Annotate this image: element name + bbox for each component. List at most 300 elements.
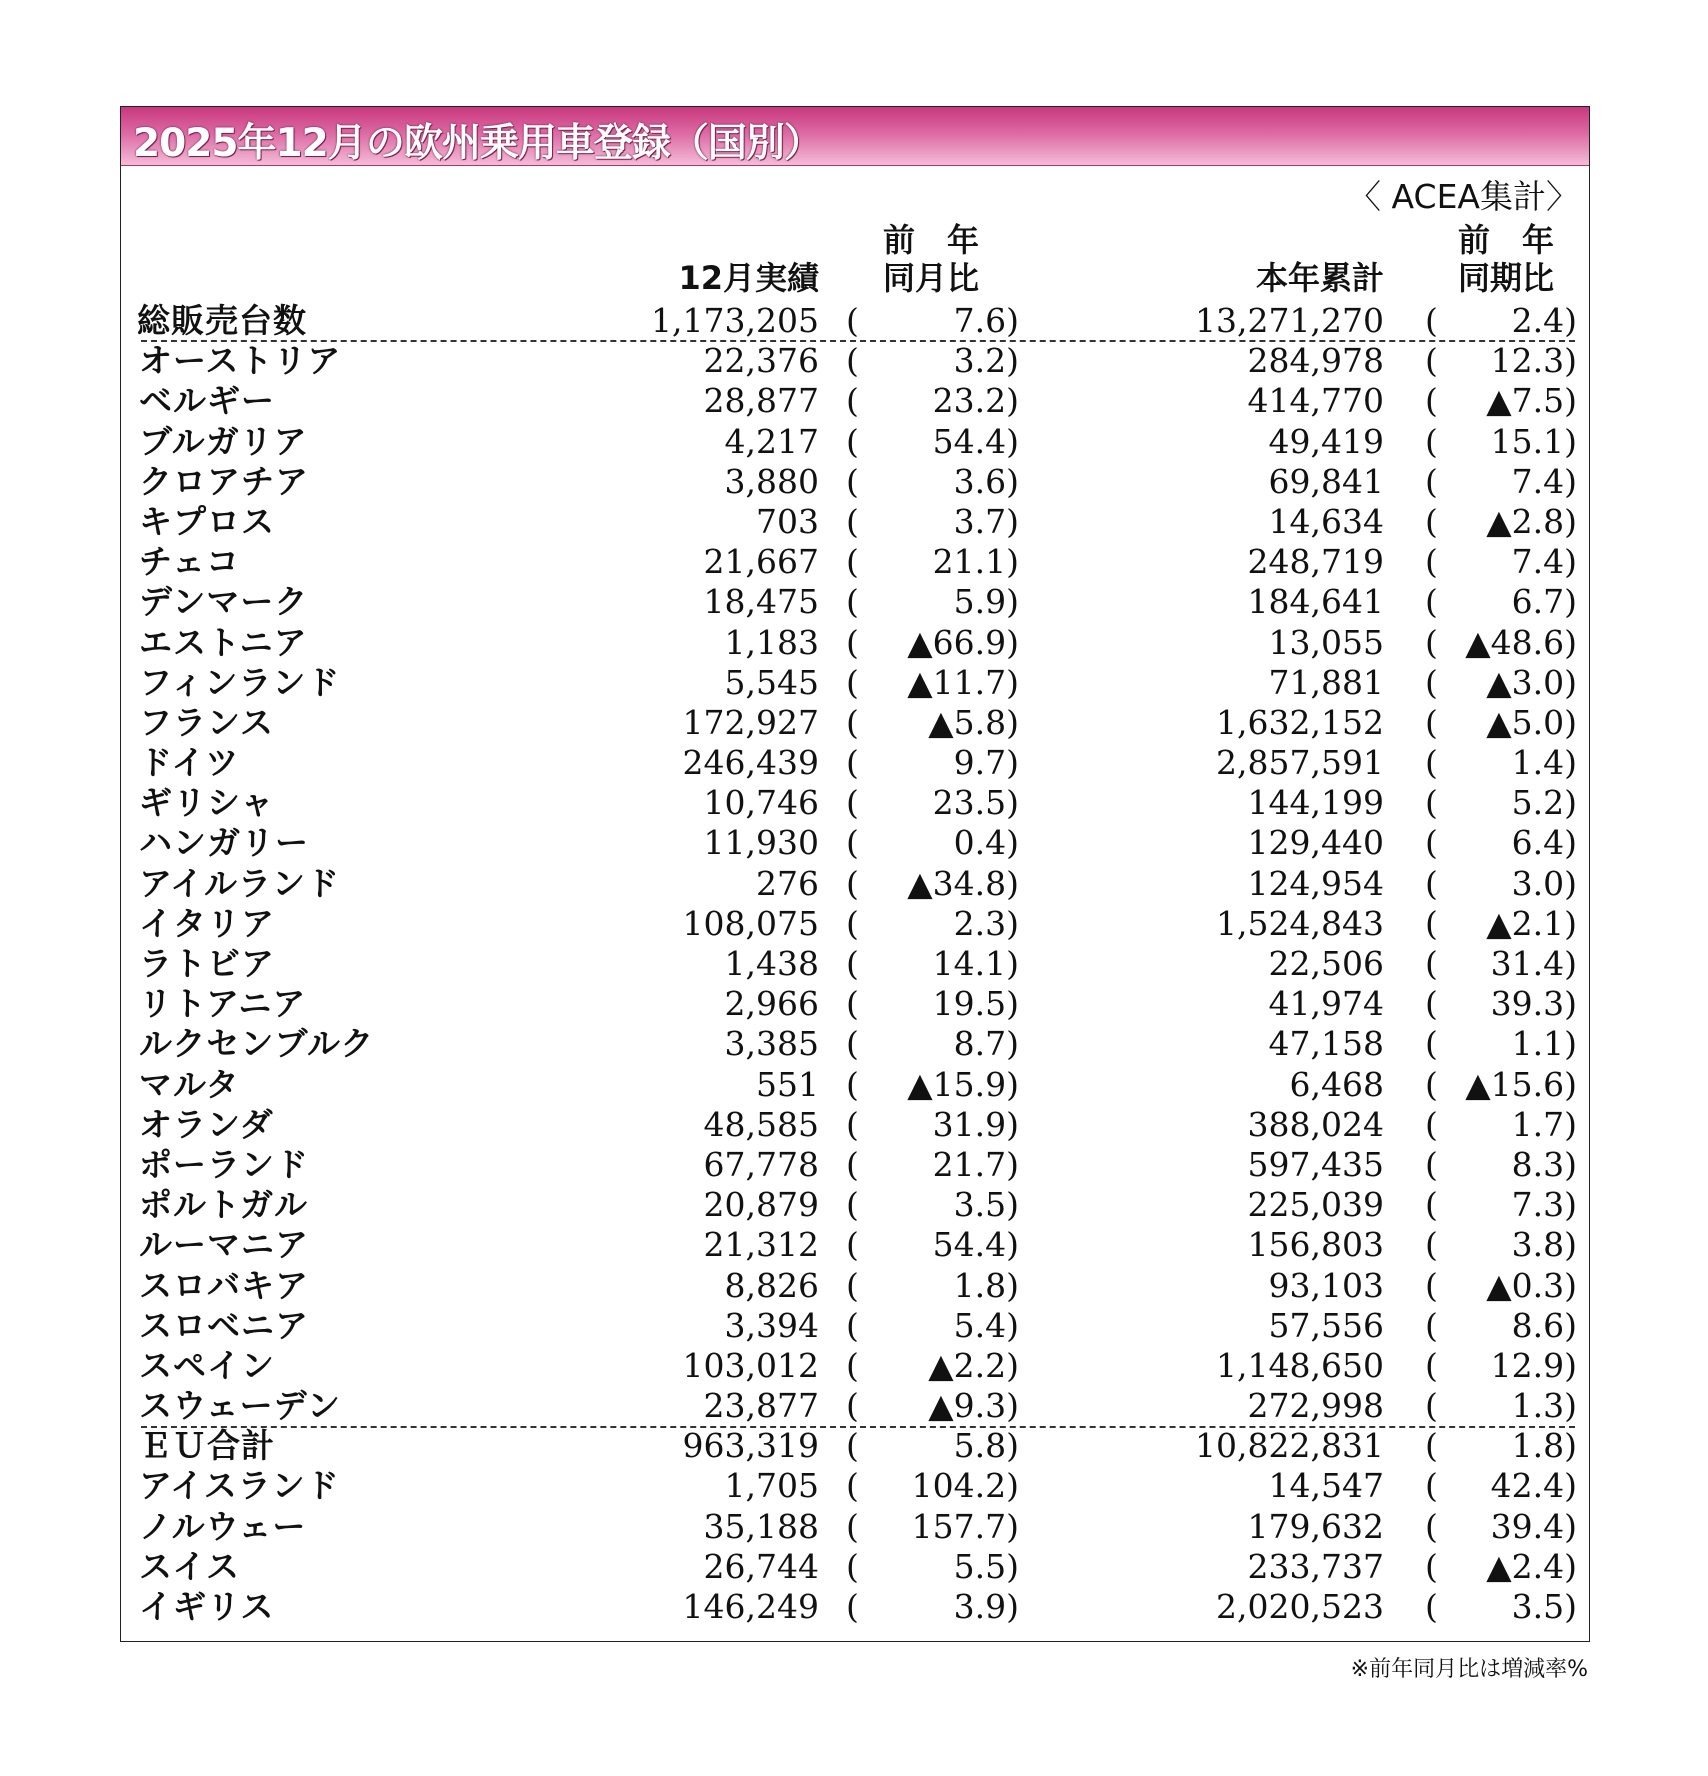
ytd-yoy-value-text: ▲2.4: [1486, 1546, 1565, 1586]
month-yoy-value: [954, 462, 1019, 502]
close-paren: ): [1006, 863, 1019, 903]
month-yoy-open-paren: (: [846, 501, 859, 541]
ytd-value: 57,556: [1268, 1305, 1384, 1345]
month-yoy-value: [954, 582, 1019, 622]
country-name: アイスランド: [139, 1466, 340, 1506]
month-yoy-value-text: 0.4: [953, 823, 1007, 863]
ytd-yoy-value-text: 12.3: [1490, 341, 1565, 381]
month-yoy-value-text: 3.2: [953, 341, 1007, 381]
table-row: [121, 1185, 1589, 1225]
ytd-yoy-open-paren: (: [1425, 1144, 1438, 1184]
close-paren: ): [1006, 984, 1019, 1024]
month-yoy-value: [928, 1386, 1019, 1426]
month-yoy-value: [933, 944, 1019, 984]
month-yoy-value-text: ▲9.3: [928, 1386, 1007, 1426]
month-yoy-value-text: 104.2: [911, 1466, 1007, 1506]
country-name: エストニア: [139, 622, 308, 662]
ytd-yoy-value-text: 1.8: [1511, 1426, 1565, 1466]
month-value: 172,927: [682, 702, 819, 742]
ytd-value: 1,632,152: [1216, 702, 1384, 742]
month-yoy-value-text: 157.7: [911, 1506, 1007, 1546]
month-yoy-value-text: ▲2.2: [928, 1345, 1007, 1385]
table-row: [121, 783, 1589, 823]
ytd-yoy-open-paren: (: [1425, 1024, 1438, 1064]
close-paren: ): [1006, 1265, 1019, 1305]
close-paren: ): [1564, 582, 1577, 622]
ytd-yoy-value: [1491, 1466, 1577, 1506]
ytd-value: 13,271,270: [1195, 301, 1384, 340]
close-paren: ): [1006, 1064, 1019, 1104]
month-yoy-open-paren: (: [846, 582, 859, 622]
ytd-value: 71,881: [1268, 662, 1384, 702]
header-ytd-yoy-line2: 同期比: [1457, 259, 1554, 297]
month-yoy-value: [933, 422, 1019, 462]
ytd-yoy-open-paren: (: [1425, 1185, 1438, 1225]
table-row: [121, 1024, 1589, 1064]
close-paren: ): [1006, 542, 1019, 582]
ytd-yoy-value-text: ▲7.5: [1486, 381, 1565, 421]
close-paren: ): [1006, 1466, 1019, 1506]
header-ytd: 本年累計: [1255, 259, 1384, 297]
country-name: フランス: [139, 702, 275, 742]
country-name: イタリア: [139, 903, 275, 943]
month-value: 5,545: [724, 662, 819, 702]
close-paren: ): [1006, 1345, 1019, 1385]
ytd-yoy-open-paren: (: [1425, 1426, 1438, 1466]
month-yoy-value: [907, 623, 1019, 663]
month-value: 18,475: [703, 582, 819, 622]
ytd-yoy-open-paren: (: [1425, 461, 1438, 501]
country-name: オーストリア: [139, 341, 342, 381]
close-paren: ): [1006, 622, 1019, 662]
month-yoy-value-text: 23.2: [932, 381, 1007, 421]
ytd-value: 14,634: [1268, 501, 1384, 541]
month-yoy-value: [954, 301, 1019, 341]
table-row: [121, 1466, 1589, 1506]
country-name: 総販売台数: [137, 301, 307, 340]
ytd-yoy-value-text: 1.7: [1511, 1104, 1565, 1144]
month-yoy-value-text: 31.9: [932, 1104, 1007, 1144]
month-value: 1,438: [724, 944, 819, 983]
ytd-value: 22,506: [1268, 944, 1384, 983]
month-yoy-value: [954, 1185, 1019, 1225]
month-yoy-value: [954, 1024, 1019, 1064]
ytd-yoy-value-text: ▲2.1: [1486, 903, 1565, 943]
ytd-yoy-open-paren: (: [1425, 501, 1438, 541]
month-yoy-value: [954, 502, 1019, 542]
table-row: [121, 462, 1589, 502]
month-yoy-open-paren: (: [846, 461, 859, 501]
ytd-value: 248,719: [1247, 542, 1384, 582]
ytd-yoy-value-text: 1.3: [1511, 1386, 1565, 1426]
month-yoy-value: [954, 1266, 1019, 1306]
month-value: 35,188: [703, 1506, 819, 1546]
ytd-yoy-value-text: 42.4: [1490, 1466, 1565, 1506]
month-yoy-value: [954, 743, 1019, 783]
ytd-yoy-value: [1491, 341, 1577, 381]
ytd-yoy-value: [1512, 1105, 1577, 1145]
month-yoy-open-paren: (: [846, 1185, 859, 1225]
ytd-yoy-open-paren: (: [1425, 863, 1438, 903]
ytd-value: 2,857,591: [1216, 743, 1384, 783]
close-paren: ): [1564, 341, 1577, 381]
ytd-yoy-value: [1491, 984, 1577, 1024]
month-yoy-value-text: 54.4: [932, 421, 1007, 461]
month-yoy-open-paren: (: [846, 1265, 859, 1305]
ytd-yoy-value-text: 6.4: [1511, 823, 1565, 863]
ytd-value: 47,158: [1268, 1024, 1384, 1064]
month-yoy-value-text: 23.5: [932, 783, 1007, 823]
month-yoy-open-paren: (: [846, 1466, 859, 1506]
month-value: 21,312: [703, 1225, 819, 1265]
close-paren: ): [1564, 1466, 1577, 1506]
table-row: [121, 1507, 1589, 1547]
country-name: アイルランド: [139, 863, 341, 903]
table-row: [121, 1346, 1589, 1386]
footnote: ※前年同月比は増減率%: [1350, 1657, 1588, 1682]
ytd-yoy-value-text: 15.1: [1490, 421, 1565, 461]
ytd-yoy-value-text: 39.3: [1490, 984, 1565, 1024]
table-row: [121, 1105, 1589, 1145]
close-paren: ): [1564, 542, 1577, 582]
close-paren: ): [1564, 662, 1577, 702]
ytd-yoy-value: [1512, 462, 1577, 502]
month-value: 11,930: [703, 823, 819, 863]
ytd-yoy-open-paren: (: [1425, 1345, 1438, 1385]
ytd-value: 124,954: [1247, 863, 1384, 903]
ytd-yoy-value-text: ▲2.8: [1486, 501, 1565, 541]
country-name: チェコ: [139, 542, 241, 582]
ytd-yoy-value-text: 7.4: [1511, 542, 1565, 582]
ytd-yoy-open-paren: (: [1425, 582, 1438, 622]
close-paren: ): [1564, 1104, 1577, 1144]
ytd-value: 284,978: [1247, 341, 1384, 381]
close-paren: ): [1006, 743, 1019, 783]
close-paren: ): [1564, 301, 1577, 340]
month-yoy-value-text: 7.6: [953, 301, 1007, 340]
ytd-value: 597,435: [1247, 1144, 1384, 1184]
month-yoy-value-text: 21.7: [932, 1144, 1007, 1184]
month-value: 1,173,205: [651, 301, 819, 340]
month-value: 22,376: [703, 341, 819, 381]
registration-table-panel: [120, 106, 1590, 1642]
ytd-yoy-open-paren: (: [1425, 301, 1438, 340]
month-yoy-value: [933, 542, 1019, 582]
close-paren: ): [1564, 1265, 1577, 1305]
month-yoy-open-paren: (: [846, 341, 859, 381]
close-paren: ): [1006, 582, 1019, 622]
table-row: [121, 984, 1589, 1024]
table-row: [121, 743, 1589, 783]
close-paren: ): [1006, 903, 1019, 943]
month-yoy-value-text: 5.8: [953, 1426, 1007, 1466]
country-name: スロベニア: [139, 1305, 309, 1345]
close-paren: ): [1006, 783, 1019, 823]
ytd-value: 144,199: [1247, 783, 1384, 823]
ytd-yoy-value: [1465, 623, 1577, 663]
close-paren: ): [1006, 944, 1019, 983]
ytd-value: 233,737: [1247, 1546, 1384, 1586]
month-yoy-value-text: 5.4: [953, 1305, 1007, 1345]
country-name: キプロス: [139, 501, 275, 541]
country-name: ＥＵ合計: [139, 1426, 275, 1466]
ytd-yoy-value: [1512, 1185, 1577, 1225]
ytd-yoy-value-text: 3.0: [1511, 863, 1565, 903]
month-yoy-open-paren: (: [846, 1305, 859, 1345]
table-row: [121, 864, 1589, 904]
close-paren: ): [1006, 381, 1019, 421]
ytd-yoy-value: [1512, 1306, 1577, 1346]
table-row: [121, 703, 1589, 743]
month-yoy-value-text: ▲11.7: [907, 662, 1007, 702]
month-value: 146,249: [682, 1587, 819, 1626]
close-paren: ): [1564, 1506, 1577, 1546]
country-name: スペイン: [139, 1345, 275, 1385]
table-row: [121, 1587, 1589, 1627]
ytd-yoy-value: [1512, 783, 1577, 823]
month-yoy-value: [928, 703, 1019, 743]
month-yoy-open-paren: (: [846, 1144, 859, 1184]
close-paren: ): [1564, 381, 1577, 421]
close-paren: ): [1006, 1546, 1019, 1586]
month-yoy-open-paren: (: [846, 622, 859, 662]
month-value: 1,705: [724, 1466, 819, 1506]
month-yoy-value-text: ▲15.9: [907, 1064, 1007, 1104]
close-paren: ): [1006, 1104, 1019, 1144]
table-row: [121, 1426, 1589, 1466]
close-paren: ): [1006, 1185, 1019, 1225]
month-value: 108,075: [682, 903, 819, 943]
month-value: 21,667: [703, 542, 819, 582]
month-yoy-value: [907, 864, 1019, 904]
close-paren: ): [1564, 783, 1577, 823]
ytd-yoy-value-text: 8.6: [1511, 1305, 1565, 1345]
month-yoy-value: [954, 904, 1019, 944]
header-month: 12月実績: [678, 259, 819, 297]
country-name: リトアニア: [139, 984, 307, 1024]
table-row: [121, 663, 1589, 703]
close-paren: ): [1006, 1144, 1019, 1184]
table-row: [121, 823, 1589, 863]
month-yoy-open-paren: (: [846, 743, 859, 783]
header-ytd-yoy-line1: 前 年: [1457, 221, 1554, 259]
ytd-yoy-open-paren: (: [1425, 702, 1438, 742]
month-yoy-value-text: 19.5: [932, 984, 1007, 1024]
close-paren: ): [1564, 1345, 1577, 1385]
ytd-yoy-value: [1486, 1266, 1577, 1306]
month-yoy-value: [954, 1547, 1019, 1587]
close-paren: ): [1564, 461, 1577, 501]
country-name: スウェーデン: [139, 1386, 342, 1426]
ytd-yoy-open-paren: (: [1425, 783, 1438, 823]
ytd-value: 1,524,843: [1216, 903, 1384, 943]
ytd-value: 13,055: [1268, 622, 1384, 662]
country-name: スロバキア: [139, 1265, 309, 1305]
country-name: ギリシャ: [139, 783, 275, 823]
month-yoy-open-paren: (: [846, 823, 859, 863]
month-yoy-value-text: 3.6: [953, 461, 1007, 501]
table-row: [121, 1306, 1589, 1346]
month-yoy-value: [933, 1225, 1019, 1265]
header-month-yoy-line1: 前 年: [882, 221, 979, 259]
country-name: ルーマニア: [139, 1225, 309, 1265]
month-yoy-value-text: 14.1: [932, 944, 1007, 983]
table-row: [121, 422, 1589, 462]
table-row: [121, 1266, 1589, 1306]
ytd-yoy-value-text: 3.8: [1511, 1225, 1565, 1265]
table-row: [121, 341, 1589, 381]
close-paren: ): [1006, 1024, 1019, 1064]
month-value: 703: [756, 501, 819, 541]
month-yoy-value-text: 3.5: [953, 1185, 1007, 1225]
month-yoy-open-paren: (: [846, 301, 859, 340]
table-row: [121, 623, 1589, 663]
ytd-yoy-open-paren: (: [1425, 1064, 1438, 1104]
ytd-yoy-open-paren: (: [1425, 1587, 1438, 1626]
table-row: [121, 502, 1589, 542]
ytd-yoy-open-paren: (: [1425, 341, 1438, 381]
table-row: [121, 1225, 1589, 1265]
ytd-yoy-value-text: 5.2: [1511, 783, 1565, 823]
close-paren: ): [1564, 702, 1577, 742]
month-yoy-value-text: ▲5.8: [928, 702, 1007, 742]
ytd-yoy-open-paren: (: [1425, 622, 1438, 662]
country-name: ハンガリー: [139, 823, 309, 863]
ytd-yoy-value-text: ▲5.0: [1486, 702, 1565, 742]
close-paren: ): [1564, 743, 1577, 783]
close-paren: ): [1564, 1024, 1577, 1064]
close-paren: ): [1564, 1225, 1577, 1265]
month-yoy-value-text: 8.7: [953, 1024, 1007, 1064]
ytd-yoy-value: [1486, 381, 1577, 421]
month-value: 48,585: [703, 1104, 819, 1144]
ytd-yoy-value: [1512, 743, 1577, 783]
ytd-value: 272,998: [1247, 1386, 1384, 1426]
close-paren: ): [1564, 421, 1577, 461]
ytd-yoy-value-text: 3.5: [1511, 1587, 1565, 1626]
ytd-value: 69,841: [1268, 461, 1384, 501]
ytd-yoy-open-paren: (: [1425, 1546, 1438, 1586]
close-paren: ): [1564, 1185, 1577, 1225]
table-title: 2025年12月の欧州乗用車登録（国別）: [133, 121, 822, 166]
month-yoy-value-text: 3.9: [953, 1587, 1007, 1626]
month-yoy-value-text: 2.3: [953, 903, 1007, 943]
close-paren: ): [1006, 823, 1019, 863]
month-yoy-open-paren: (: [846, 1104, 859, 1144]
country-name: ノルウェー: [139, 1506, 307, 1546]
ytd-value: 184,641: [1247, 582, 1384, 622]
table-body: [121, 301, 1589, 1627]
ytd-yoy-value: [1491, 422, 1577, 462]
month-value: 246,439: [682, 743, 819, 783]
close-paren: ): [1006, 1506, 1019, 1546]
close-paren: ): [1006, 702, 1019, 742]
close-paren: ): [1564, 1305, 1577, 1345]
month-value: 3,385: [724, 1024, 819, 1064]
month-yoy-open-paren: (: [846, 1064, 859, 1104]
ytd-yoy-value: [1491, 944, 1577, 984]
country-name: イギリス: [139, 1587, 275, 1626]
month-yoy-open-paren: (: [846, 944, 859, 983]
month-yoy-value-text: 3.7: [953, 501, 1007, 541]
country-name: デンマーク: [139, 582, 309, 622]
month-yoy-value: [954, 1587, 1019, 1627]
ytd-value: 1,148,650: [1216, 1345, 1384, 1385]
ytd-yoy-value: [1512, 1426, 1577, 1466]
ytd-value: 179,632: [1247, 1506, 1384, 1546]
month-yoy-open-paren: (: [846, 662, 859, 702]
ytd-yoy-value-text: 31.4: [1490, 944, 1565, 983]
country-name: ドイツ: [139, 743, 240, 783]
ytd-value: 93,103: [1268, 1265, 1384, 1305]
ytd-yoy-value: [1486, 703, 1577, 743]
month-yoy-value-text: 5.9: [953, 582, 1007, 622]
ytd-yoy-value-text: ▲0.3: [1486, 1265, 1565, 1305]
month-yoy-open-paren: (: [846, 1386, 859, 1426]
table-row: [121, 381, 1589, 421]
ytd-yoy-open-paren: (: [1425, 944, 1438, 983]
month-yoy-open-paren: (: [846, 863, 859, 903]
ytd-value: 2,020,523: [1216, 1587, 1384, 1626]
month-yoy-value: [933, 783, 1019, 823]
ytd-yoy-value: [1486, 663, 1577, 703]
month-value: 103,012: [682, 1345, 819, 1385]
month-yoy-value: [907, 663, 1019, 703]
ytd-yoy-open-paren: (: [1425, 1225, 1438, 1265]
ytd-yoy-value-text: 12.9: [1490, 1345, 1565, 1385]
close-paren: ): [1006, 1225, 1019, 1265]
ytd-value: 414,770: [1247, 381, 1384, 421]
close-paren: ): [1564, 1426, 1577, 1466]
ytd-value: 6,468: [1289, 1064, 1384, 1104]
month-yoy-open-paren: (: [846, 1546, 859, 1586]
ytd-value: 49,419: [1268, 421, 1384, 461]
ytd-value: 10,822,831: [1195, 1426, 1384, 1466]
ytd-yoy-value-text: 1.1: [1511, 1024, 1565, 1064]
ytd-yoy-value: [1512, 1024, 1577, 1064]
ytd-yoy-value-text: ▲3.0: [1486, 662, 1565, 702]
month-yoy-open-paren: (: [846, 1345, 859, 1385]
close-paren: ): [1006, 1305, 1019, 1345]
close-paren: ): [1006, 341, 1019, 381]
ytd-yoy-open-paren: (: [1425, 823, 1438, 863]
close-paren: ): [1564, 863, 1577, 903]
month-yoy-open-paren: (: [846, 542, 859, 582]
month-yoy-value: [912, 1466, 1019, 1506]
ytd-yoy-value-text: 2.4: [1511, 301, 1565, 340]
month-value: 10,746: [703, 783, 819, 823]
table-row: [121, 1145, 1589, 1185]
ytd-yoy-open-paren: (: [1425, 1305, 1438, 1345]
ytd-yoy-open-paren: (: [1425, 542, 1438, 582]
month-yoy-value: [933, 1145, 1019, 1185]
total-row: [121, 301, 1589, 341]
table-row: [121, 944, 1589, 984]
ytd-yoy-value: [1486, 904, 1577, 944]
ytd-yoy-value: [1512, 582, 1577, 622]
table-row: [121, 542, 1589, 582]
close-paren: ): [1006, 461, 1019, 501]
ytd-yoy-value: [1491, 1346, 1577, 1386]
ytd-yoy-value-text: ▲48.6: [1465, 622, 1565, 662]
month-yoy-value-text: 21.1: [932, 542, 1007, 582]
ytd-yoy-open-paren: (: [1425, 743, 1438, 783]
month-value: 20,879: [703, 1185, 819, 1225]
close-paren: ): [1564, 823, 1577, 863]
month-yoy-open-paren: (: [846, 421, 859, 461]
month-yoy-open-paren: (: [846, 903, 859, 943]
month-value: 8,826: [724, 1265, 819, 1305]
